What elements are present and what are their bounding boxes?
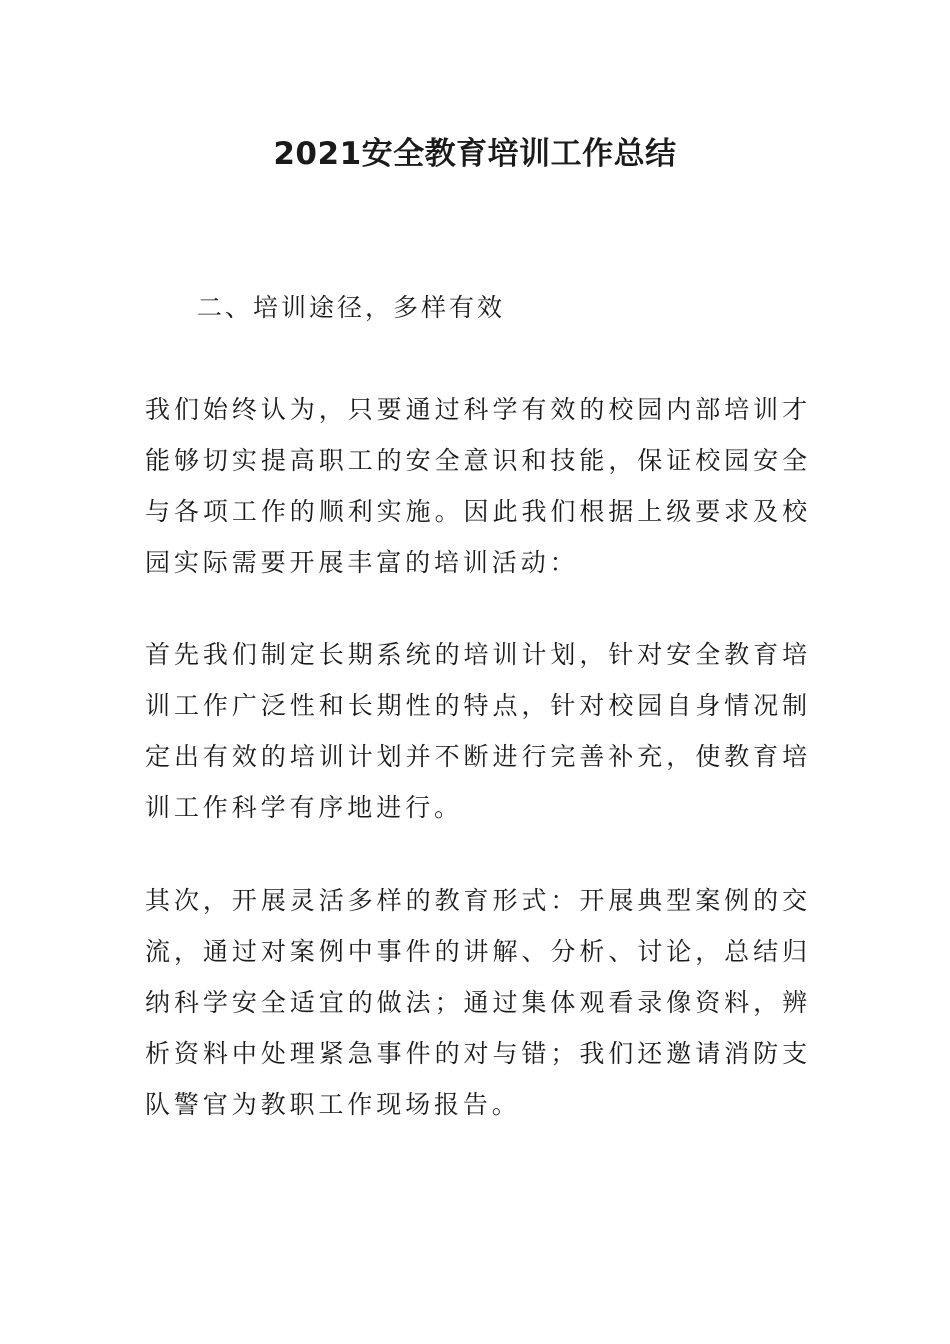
body-paragraph-2: 首先我们制定长期系统的培训计划，针对安全教育培训工作广泛性和长期性的特点，针对校园自身情况制定出有效的培训计划并不断进行完善补充，使教育培训工作科学有序地进行。 (145, 640, 811, 822)
body-paragraph-1: 我们始终认为，只要通过科学有效的校园内部培训才能够切实提高职工的安全意识和技能，保证校园安全与各项工作的顺利实施。因此我们根据上级要求及校园实际需要开展丰富的培训活动： (145, 395, 811, 577)
section-heading: 二、培训途径，多样有效 (197, 293, 506, 322)
body-paragraph-3: 其次，开展灵活多样的教育形式：开展典型案例的交流，通过对案例中事件的讲解、分析、讨论，总结归纳科学安全适宜的做法；通过集体观看录像资料，辨析资料中处理紧急事件的对与错；我们还邀请消防支队警官为教职工作现场报告。 (145, 886, 811, 1119)
document-title: 2021安全教育培训工作总结 (273, 136, 677, 172)
